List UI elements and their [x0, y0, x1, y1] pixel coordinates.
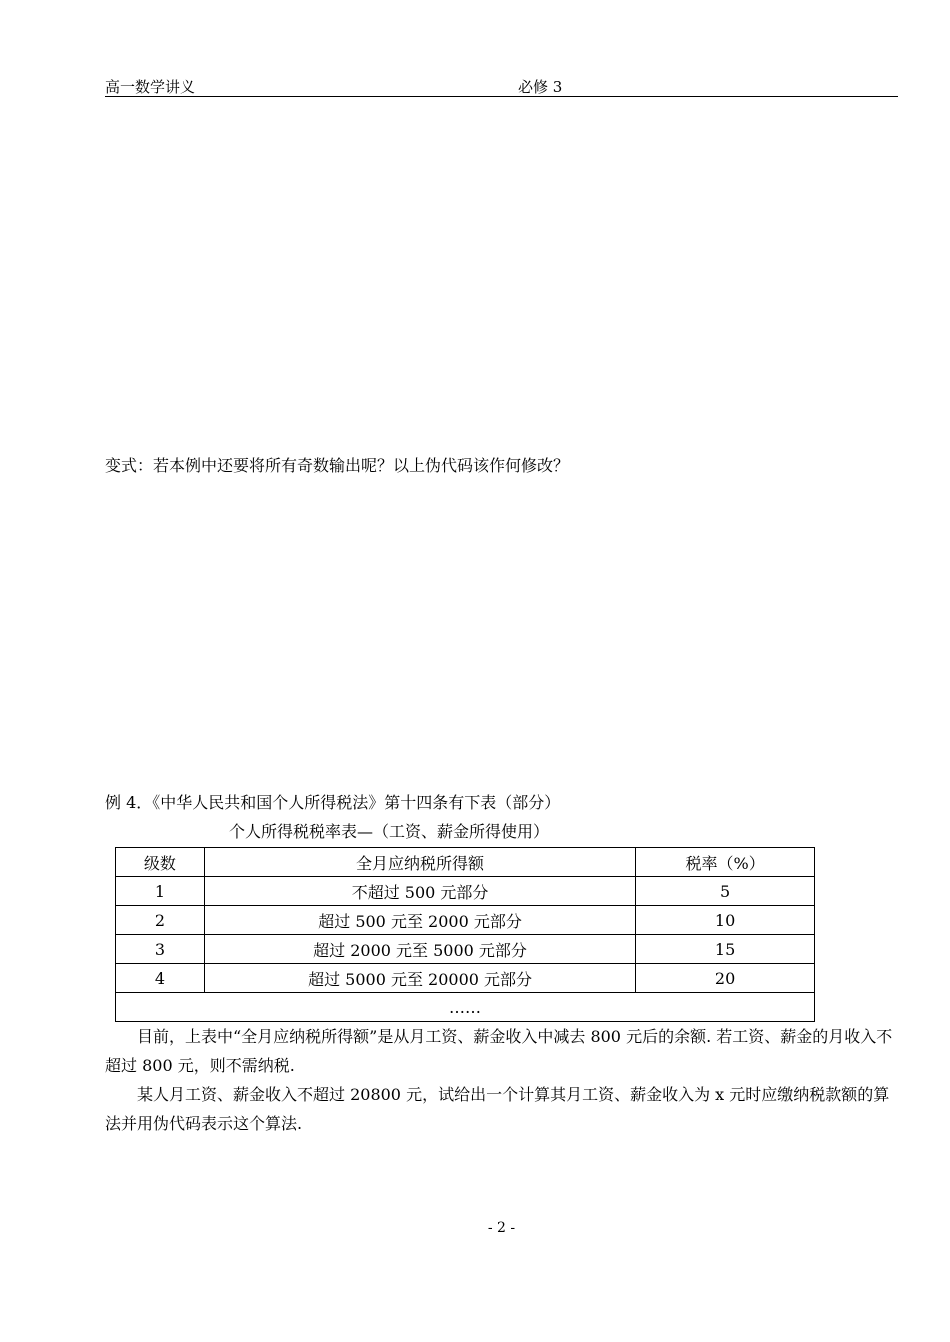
page-number: - 2 -	[487, 1220, 516, 1236]
paragraph-task: 某人月工资、薪金收入不超过 20800 元，试给出一个计算其月工资、薪金收入为 x 元时应缴纳税款额的算法并用伪代码表示这个算法.	[105, 1085, 890, 1133]
table-cell: 超过 500 元至 2000 元部分	[204, 906, 635, 935]
table-row	[116, 877, 815, 906]
table-caption: 个人所得税税率表—（工资、薪金所得使用）	[229, 822, 550, 841]
table-cell: 3	[116, 935, 205, 964]
header-course-title: 高一数学讲义	[105, 78, 196, 96]
table-cell: 不超过 500 元部分	[204, 877, 635, 906]
table-cell: 超过 2000 元至 5000 元部分	[204, 935, 635, 964]
table-cell: 5	[636, 877, 815, 906]
table-header-cell: 全月应纳税所得额	[204, 848, 635, 877]
table-header-row	[116, 848, 815, 877]
table-cell: 10	[636, 906, 815, 935]
table-header-cell: 级数	[116, 848, 205, 877]
table-row	[116, 935, 815, 964]
table-cell: 超过 5000 元至 20000 元部分	[204, 964, 635, 993]
table-ellipsis-row	[116, 993, 815, 1022]
table-cell: 20	[636, 964, 815, 993]
tax-rate-table	[115, 847, 815, 1022]
table-cell: 2	[116, 906, 205, 935]
table-ellipsis-cell: ……	[116, 993, 815, 1022]
example-title: 例 4．《中华人民共和国个人所得税法》第十四条有下表（部分）	[105, 793, 561, 812]
header-module: 必修 3	[518, 78, 563, 96]
table-row	[116, 964, 815, 993]
paragraph-taxable-income: 目前，上表中“全月应纳税所得额”是从月工资、薪金收入中减去 800 元后的余额. 若工资、薪金的月收入不超过 800 元，则不需纳税.	[105, 1027, 893, 1075]
table-cell: 15	[636, 935, 815, 964]
table-header-cell: 税率（%）	[636, 848, 815, 877]
table-cell: 4	[116, 964, 205, 993]
variant-question: 变式：若本例中还要将所有奇数输出呢？以上伪代码该作何修改？	[105, 456, 570, 475]
table-row	[116, 906, 815, 935]
table-cell: 1	[116, 877, 205, 906]
page-header	[105, 76, 898, 97]
